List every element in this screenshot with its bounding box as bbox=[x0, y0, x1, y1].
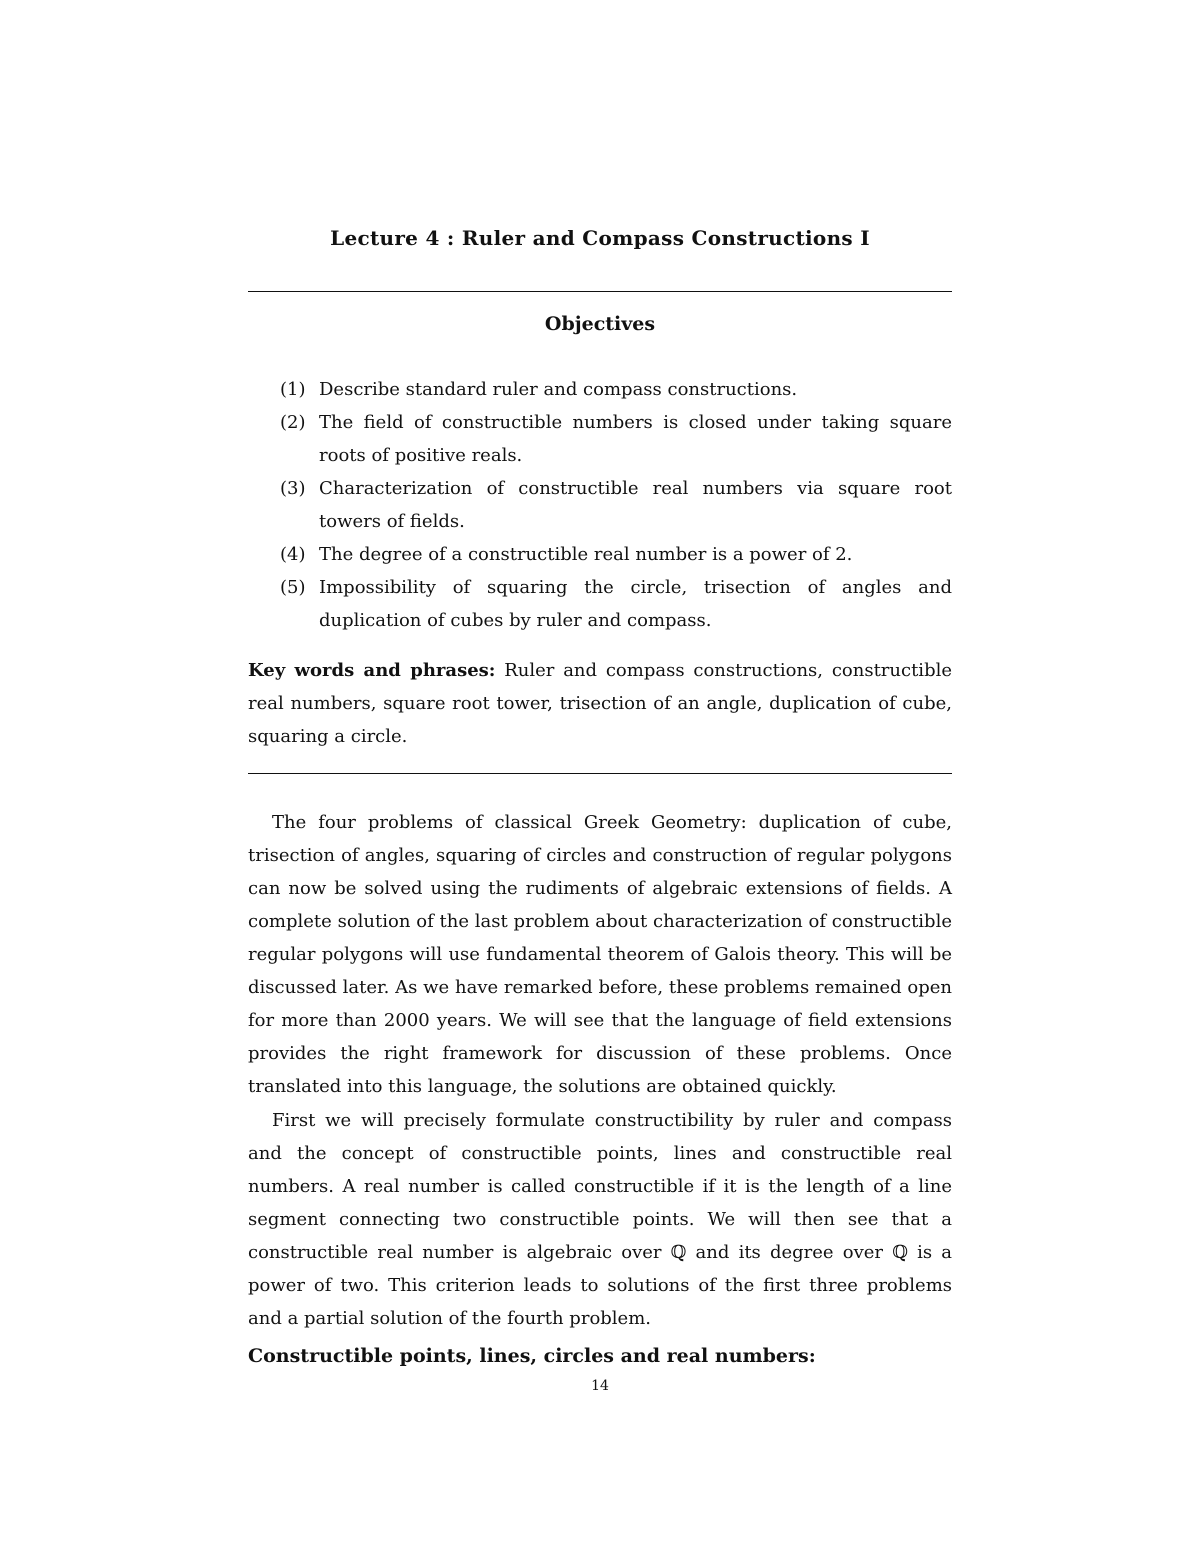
objective-item bbox=[248, 373, 952, 406]
section-heading: Constructible points, lines, circles and real numbers: bbox=[248, 1345, 816, 1367]
keywords-text: Ruler and compass constructions, constructible real numbers, square root tower, trisection of an angle, duplication of cube, squaring a circle. bbox=[248, 660, 952, 747]
keywords-block bbox=[248, 654, 952, 753]
objective-number: (1) bbox=[280, 379, 306, 400]
objective-number: (5) bbox=[280, 577, 306, 598]
objective-item bbox=[248, 538, 952, 571]
objective-item bbox=[248, 406, 952, 472]
page-number: 14 bbox=[591, 1378, 609, 1394]
objectives-heading: Objectives bbox=[544, 313, 656, 335]
body-paragraph: The four problems of classical Greek Geometry: duplication of cube, trisection of angles, squaring of circles and construction of regular polygons can now be solved using the rudiments of algebraic extensions of fields. A complete solution of the last problem about characterization of constructible regular polygons will use fundamental theorem of Galois theory. This will be discussed later. As we have remarked before, these problems remained open for more than 2000 years. We will see that the language of field extensions provides the right framework for discussion of these problems. Once translated into this language, the solutions are obtained quickly. bbox=[248, 812, 952, 1097]
objective-text: The degree of a constructible real number is a power of 2. bbox=[319, 544, 853, 565]
objectives-list bbox=[248, 373, 952, 637]
lecture-title: Lecture 4 : Ruler and Compass Constructions I bbox=[330, 226, 870, 250]
objective-text: Describe standard ruler and compass constructions. bbox=[319, 379, 798, 400]
objective-text: Impossibility of squaring the circle, trisection of angles and duplication of cubes by ruler and compass. bbox=[319, 577, 952, 631]
bottom-divider bbox=[248, 773, 952, 774]
objective-item bbox=[248, 571, 952, 637]
top-divider bbox=[248, 291, 952, 292]
objective-number: (4) bbox=[280, 544, 306, 565]
keywords-label: Key words and phrases: bbox=[248, 660, 496, 681]
objective-item bbox=[248, 472, 952, 538]
body-paragraph: First we will precisely formulate constructibility by ruler and compass and the concept of constructible points, lines and constructible real numbers. A real number is called constructible if it is the length of a line segment connecting two constructible points. We will then see that a constructible real number is algebraic over ℚ and its degree over ℚ is a power of two. This criterion leads to solutions of the first three problems and a partial solution of the fourth problem. bbox=[248, 1110, 952, 1329]
objective-text: The field of constructible numbers is closed under taking square roots of positive reals. bbox=[319, 412, 952, 466]
objective-number: (3) bbox=[280, 478, 306, 499]
objective-text: Characterization of constructible real numbers via square root towers of fields. bbox=[319, 478, 952, 532]
objective-number: (2) bbox=[280, 412, 306, 433]
